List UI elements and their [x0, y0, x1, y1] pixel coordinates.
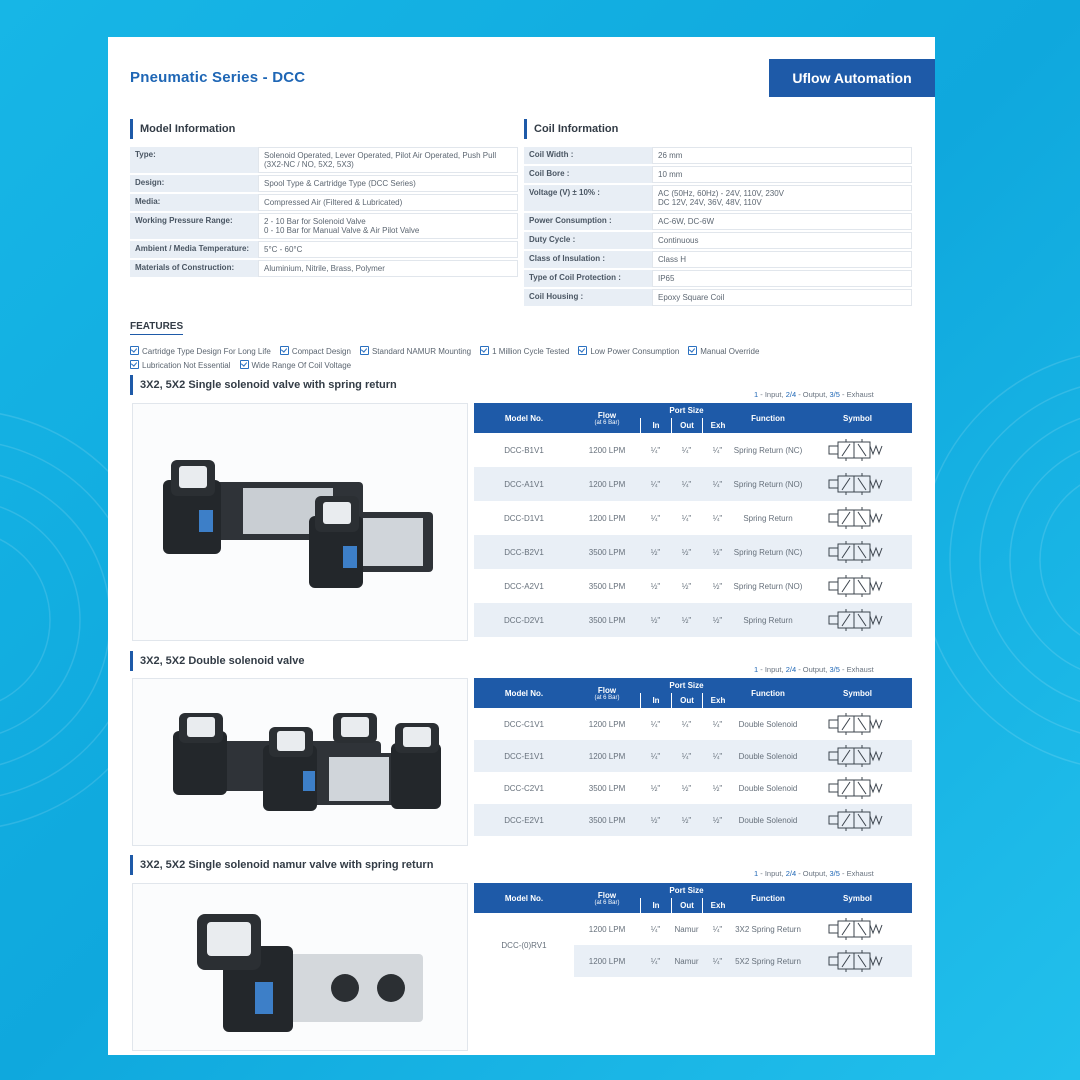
- checkbox-icon: [130, 360, 139, 369]
- cell-exh: ¼": [712, 513, 723, 523]
- cell-out: ¼": [681, 719, 692, 729]
- table-row: [474, 708, 912, 740]
- cell-symbol: [803, 740, 912, 772]
- coil-info-row: [524, 251, 912, 268]
- cell-model: DCC-A2V1: [504, 581, 544, 591]
- col-model-header: Model No.: [474, 883, 574, 913]
- coil-info-row: [524, 232, 912, 249]
- cell-in: ¼": [640, 945, 671, 977]
- col-function-header: Function: [733, 403, 803, 433]
- cell-flow: 3500 LPM: [588, 581, 626, 591]
- col-symbol-header: Symbol: [803, 678, 912, 708]
- legend-exhaust-text: - Exhaust: [839, 665, 874, 674]
- col-flow-header: [574, 403, 640, 433]
- catalog-sheet: [108, 37, 935, 1055]
- cell-symbol: [803, 433, 912, 467]
- cell-out: ½": [681, 783, 692, 793]
- legend-exhaust-text: - Exhaust: [839, 869, 874, 878]
- legend-output-text: - Output,: [796, 869, 830, 878]
- valve-symbol-icon: [826, 472, 890, 496]
- coil-info-key: Duty Cycle :: [524, 232, 652, 249]
- cell-model: DCC-D2V1: [474, 603, 574, 637]
- coil-info-row: [524, 270, 912, 287]
- cell-exh: ¼": [712, 924, 723, 934]
- valve-symbol-icon: [826, 712, 890, 736]
- cell-out: ¼": [671, 740, 702, 772]
- coil-info-value: Continuous: [652, 232, 912, 249]
- valve-symbol-icon: [826, 438, 890, 462]
- model-info-heading: Model Information: [130, 119, 235, 139]
- cell-function: Double Solenoid: [738, 783, 798, 793]
- valve-illustration: [133, 679, 467, 845]
- feature-item: [130, 359, 231, 373]
- cell-flow: 1200 LPM: [588, 513, 626, 523]
- legend-exhaust-num: 3/5: [829, 869, 840, 878]
- cell-function: Double Solenoid: [733, 740, 803, 772]
- col-in-header: In: [640, 898, 671, 913]
- cell-model: DCC-D1V1: [503, 513, 544, 523]
- section-2-heading: 3X2, 5X2 Double solenoid valve: [130, 651, 304, 671]
- col-out-header: Out: [671, 693, 702, 708]
- col-port-header: Port Size: [640, 678, 733, 693]
- section-1-heading: 3X2, 5X2 Single solenoid valve with spring return: [130, 375, 397, 395]
- coil-info-heading: Coil Information: [524, 119, 618, 139]
- feature-label: Manual Override: [700, 347, 760, 356]
- coil-info-row: [524, 289, 912, 306]
- section-1-table: [474, 403, 912, 637]
- legend-input-text: - Input,: [758, 869, 786, 878]
- cell-symbol: [803, 535, 912, 569]
- feature-item: [240, 359, 352, 373]
- cell-function: Spring Return (NC): [733, 445, 803, 455]
- model-info-value: 2 - 10 Bar for Solenoid Valve 0 - 10 Bar for Manual Valve & Air Pilot Valve: [258, 213, 518, 239]
- feature-item: [280, 345, 351, 359]
- cell-model: DCC-(0)RV1: [474, 913, 574, 977]
- product-image-namur-valve: [132, 883, 468, 1051]
- coil-info-row: [524, 185, 912, 211]
- valve-symbol-icon: [826, 808, 890, 832]
- feature-item: [480, 345, 569, 359]
- valve-symbol-icon: [826, 506, 890, 530]
- cell-out: ¼": [681, 445, 692, 455]
- checkbox-icon: [688, 346, 697, 355]
- port-legend-1: [754, 390, 874, 399]
- feature-item: [578, 345, 679, 359]
- table-row: [474, 913, 912, 945]
- feature-label: 1 Million Cycle Tested: [492, 347, 570, 356]
- coil-info-key: Coil Housing :: [524, 289, 652, 306]
- valve-illustration: [133, 884, 467, 1050]
- model-info-row: [130, 147, 518, 173]
- valve-symbol-icon: [826, 540, 890, 564]
- model-info-row: [130, 194, 518, 211]
- valve-symbol-icon: [826, 917, 890, 941]
- product-image-double-solenoid: [132, 678, 468, 846]
- cell-exh: ½": [712, 581, 723, 591]
- model-info-key: Media:: [130, 194, 258, 211]
- section-3-heading: 3X2, 5X2 Single solenoid namur valve with spring return: [130, 855, 433, 875]
- feature-item: [360, 345, 471, 359]
- col-function-header: Function: [733, 678, 803, 708]
- col-exh-header: Exh: [702, 693, 733, 708]
- col-in-header: In: [640, 418, 671, 433]
- cell-symbol: [803, 708, 912, 740]
- model-info-key: Working Pressure Range:: [130, 213, 258, 239]
- valve-symbol-icon: [826, 949, 890, 973]
- flow-sublabel: (at 6 Bar): [594, 899, 620, 906]
- legend-input-num: 1: [754, 665, 759, 674]
- legend-output-text: - Output,: [796, 665, 830, 674]
- cell-model: DCC-C2V1: [503, 783, 544, 793]
- coil-info-value: AC-6W, DC-6W: [652, 213, 912, 230]
- valve-symbol-icon: [826, 574, 890, 598]
- cell-out: ½": [671, 535, 702, 569]
- cell-in: ¼": [650, 445, 661, 455]
- product-image-single-solenoid: [132, 403, 468, 641]
- checkbox-icon: [480, 346, 489, 355]
- cell-symbol: [803, 772, 912, 804]
- feature-item: [688, 345, 759, 359]
- model-info-key: Ambient / Media Temperature:: [130, 241, 258, 258]
- coil-info-value: IP65: [652, 270, 912, 287]
- cell-in: ½": [650, 783, 661, 793]
- coil-info-row: [524, 213, 912, 230]
- cell-in: ½": [640, 535, 671, 569]
- cell-function: Spring Return (NC): [733, 535, 803, 569]
- cell-symbol: [803, 467, 912, 501]
- flow-label: Flow: [597, 410, 617, 420]
- flow-sublabel: (at 6 Bar): [594, 419, 620, 426]
- features-list: [130, 345, 830, 373]
- table-row: [474, 467, 912, 501]
- model-info-row: [130, 175, 518, 192]
- legend-input-num: 1: [754, 869, 759, 878]
- page-title: Pneumatic Series - DCC: [130, 69, 306, 86]
- flow-label: Flow: [597, 685, 617, 695]
- feature-label: Wide Range Of Coil Voltage: [251, 361, 352, 370]
- cell-exh: ½": [712, 783, 723, 793]
- coil-info-value: 10 mm: [652, 166, 912, 183]
- table-row: [474, 569, 912, 603]
- col-symbol-header: Symbol: [803, 883, 912, 913]
- legend-exhaust-text: - Exhaust: [839, 390, 874, 399]
- table-row: [474, 603, 912, 637]
- legend-exhaust-num: 3/5: [829, 390, 840, 399]
- model-info-key: Materials of Construction:: [130, 260, 258, 277]
- col-port-header: Port Size: [640, 403, 733, 418]
- valve-illustration: [133, 404, 467, 640]
- table-row: [474, 535, 912, 569]
- cell-symbol: [803, 945, 912, 977]
- cell-function: Spring Return: [743, 513, 793, 523]
- cell-symbol: [803, 804, 912, 836]
- col-exh-header: Exh: [702, 418, 733, 433]
- cell-function: Spring Return (NO): [733, 467, 803, 501]
- model-info-value: Spool Type & Cartridge Type (DCC Series): [258, 175, 518, 192]
- cell-exh: ½": [702, 804, 733, 836]
- legend-input-text: - Input,: [758, 390, 786, 399]
- cell-flow: 1200 LPM: [574, 740, 640, 772]
- col-function-header: Function: [733, 883, 803, 913]
- feature-label: Standard NAMUR Mounting: [371, 347, 472, 356]
- cell-in: ¼": [650, 924, 661, 934]
- valve-symbol-icon: [826, 608, 890, 632]
- col-symbol-header: Symbol: [803, 403, 912, 433]
- cell-flow: 1200 LPM: [574, 945, 640, 977]
- cell-model: DCC-C1V1: [503, 719, 544, 729]
- model-info-row: [130, 260, 518, 277]
- cell-exh: ¼": [702, 467, 733, 501]
- cell-flow: 1200 LPM: [588, 924, 626, 934]
- cell-symbol: [803, 569, 912, 603]
- table-row: [474, 501, 912, 535]
- legend-output-num: 2/4: [785, 665, 797, 674]
- cell-function: Spring Return: [733, 603, 803, 637]
- table-row: [474, 740, 912, 772]
- cell-in: ½": [640, 804, 671, 836]
- cell-out: Namur: [671, 945, 702, 977]
- port-legend-3: [754, 869, 874, 878]
- col-flow-header: [574, 678, 640, 708]
- model-info-row: [130, 213, 518, 239]
- col-port-header: Port Size: [640, 883, 733, 898]
- col-in-header: In: [640, 693, 671, 708]
- col-out-header: Out: [671, 418, 702, 433]
- model-info-key: Design:: [130, 175, 258, 192]
- cell-out: ¼": [681, 513, 692, 523]
- cell-flow: 1200 LPM: [588, 719, 626, 729]
- feature-label: Compact Design: [291, 347, 351, 356]
- cell-model: DCC-A1V1: [474, 467, 574, 501]
- model-info-value: Aluminium, Nitrile, Brass, Polymer: [258, 260, 518, 277]
- cell-exh: ¼": [712, 445, 723, 455]
- cell-flow: 1200 LPM: [588, 445, 626, 455]
- checkbox-icon: [578, 346, 587, 355]
- cell-flow: 3500 LPM: [588, 783, 626, 793]
- col-model-header: Model No.: [474, 678, 574, 708]
- coil-info-key: Type of Coil Protection :: [524, 270, 652, 287]
- cell-symbol: [803, 913, 912, 945]
- legend-output-text: - Output,: [796, 390, 830, 399]
- cell-in: ¼": [650, 513, 661, 523]
- cell-function: 5X2 Spring Return: [733, 945, 803, 977]
- cell-symbol: [803, 501, 912, 535]
- cell-model: DCC-B1V1: [504, 445, 544, 455]
- coil-info-key: Coil Width :: [524, 147, 652, 164]
- port-legend-2: [754, 665, 874, 674]
- cell-exh: ½": [702, 535, 733, 569]
- table-row: [474, 804, 912, 836]
- features-heading: FEATURES: [130, 321, 183, 335]
- legend-output-num: 2/4: [785, 869, 797, 878]
- legend-input-text: - Input,: [758, 665, 786, 674]
- section-3-table: [474, 883, 912, 977]
- col-out-header: Out: [671, 898, 702, 913]
- cell-flow: 3500 LPM: [574, 535, 640, 569]
- col-flow-header: [574, 883, 640, 913]
- coil-info-value: 26 mm: [652, 147, 912, 164]
- coil-info-value: Class H: [652, 251, 912, 268]
- cell-out: ½": [671, 603, 702, 637]
- cell-in: ¼": [650, 719, 661, 729]
- cell-exh: ½": [702, 603, 733, 637]
- model-info-value: Compressed Air (Filtered & Lubricated): [258, 194, 518, 211]
- cell-flow: 3500 LPM: [574, 804, 640, 836]
- legend-input-num: 1: [754, 390, 759, 399]
- checkbox-icon: [130, 346, 139, 355]
- feature-label: Low Power Consumption: [590, 347, 680, 356]
- cell-symbol: [803, 603, 912, 637]
- table-header-row: [474, 678, 912, 693]
- cell-in: ½": [640, 603, 671, 637]
- coil-info-row: [524, 166, 912, 183]
- table-row: [474, 433, 912, 467]
- coil-info-value: Epoxy Square Coil: [652, 289, 912, 306]
- cell-flow: 3500 LPM: [574, 603, 640, 637]
- table-header-row: [474, 403, 912, 418]
- table-header-row: [474, 883, 912, 898]
- valve-symbol-icon: [826, 744, 890, 768]
- cell-out: ½": [681, 581, 692, 591]
- coil-info-table: [524, 145, 912, 308]
- flow-sublabel: (at 6 Bar): [594, 694, 620, 701]
- cell-function: Spring Return (NO): [733, 581, 803, 591]
- model-info-value: Solenoid Operated, Lever Operated, Pilot Air Operated, Push Pull (3X2-NC / NO, 5X2, 5X3): [258, 147, 518, 173]
- coil-info-row: [524, 147, 912, 164]
- legend-output-num: 2/4: [785, 390, 797, 399]
- col-model-header: Model No.: [474, 403, 574, 433]
- flow-label: Flow: [597, 890, 617, 900]
- coil-info-key: Voltage (V) ± 10% :: [524, 185, 652, 211]
- model-info-row: [130, 241, 518, 258]
- cell-exh: ¼": [712, 719, 723, 729]
- cell-exh: ¼": [702, 740, 733, 772]
- checkbox-icon: [240, 360, 249, 369]
- feature-item: [130, 345, 271, 359]
- cell-function: 3X2 Spring Return: [735, 924, 801, 934]
- feature-label: Cartridge Type Design For Long Life: [142, 347, 271, 356]
- coil-info-value: AC (50Hz, 60Hz) - 24V, 110V, 230V DC 12V, 24V, 36V, 48V, 110V: [652, 185, 912, 211]
- cell-out: ½": [671, 804, 702, 836]
- feature-label: Lubrication Not Essential: [142, 361, 231, 370]
- model-info-table: [130, 145, 518, 279]
- checkbox-icon: [280, 346, 289, 355]
- brand-badge: Uflow Automation: [769, 59, 935, 97]
- cell-model: DCC-E2V1: [474, 804, 574, 836]
- cell-in: ¼": [640, 467, 671, 501]
- cell-model: DCC-E1V1: [474, 740, 574, 772]
- legend-exhaust-num: 3/5: [829, 665, 840, 674]
- cell-in: ½": [650, 581, 661, 591]
- cell-out: ¼": [671, 467, 702, 501]
- cell-model: DCC-B2V1: [474, 535, 574, 569]
- model-info-value: 5°C - 60°C: [258, 241, 518, 258]
- col-exh-header: Exh: [702, 898, 733, 913]
- cell-exh: ¼": [702, 945, 733, 977]
- valve-symbol-icon: [826, 776, 890, 800]
- coil-info-key: Power Consumption :: [524, 213, 652, 230]
- cell-flow: 1200 LPM: [574, 467, 640, 501]
- checkbox-icon: [360, 346, 369, 355]
- coil-info-key: Class of Insulation :: [524, 251, 652, 268]
- cell-function: Double Solenoid: [733, 804, 803, 836]
- section-2-table: [474, 678, 912, 836]
- cell-in: ¼": [640, 740, 671, 772]
- table-row: [474, 772, 912, 804]
- cell-function: Double Solenoid: [738, 719, 798, 729]
- model-info-key: Type:: [130, 147, 258, 173]
- coil-info-key: Coil Bore :: [524, 166, 652, 183]
- cell-out: Namur: [674, 924, 699, 934]
